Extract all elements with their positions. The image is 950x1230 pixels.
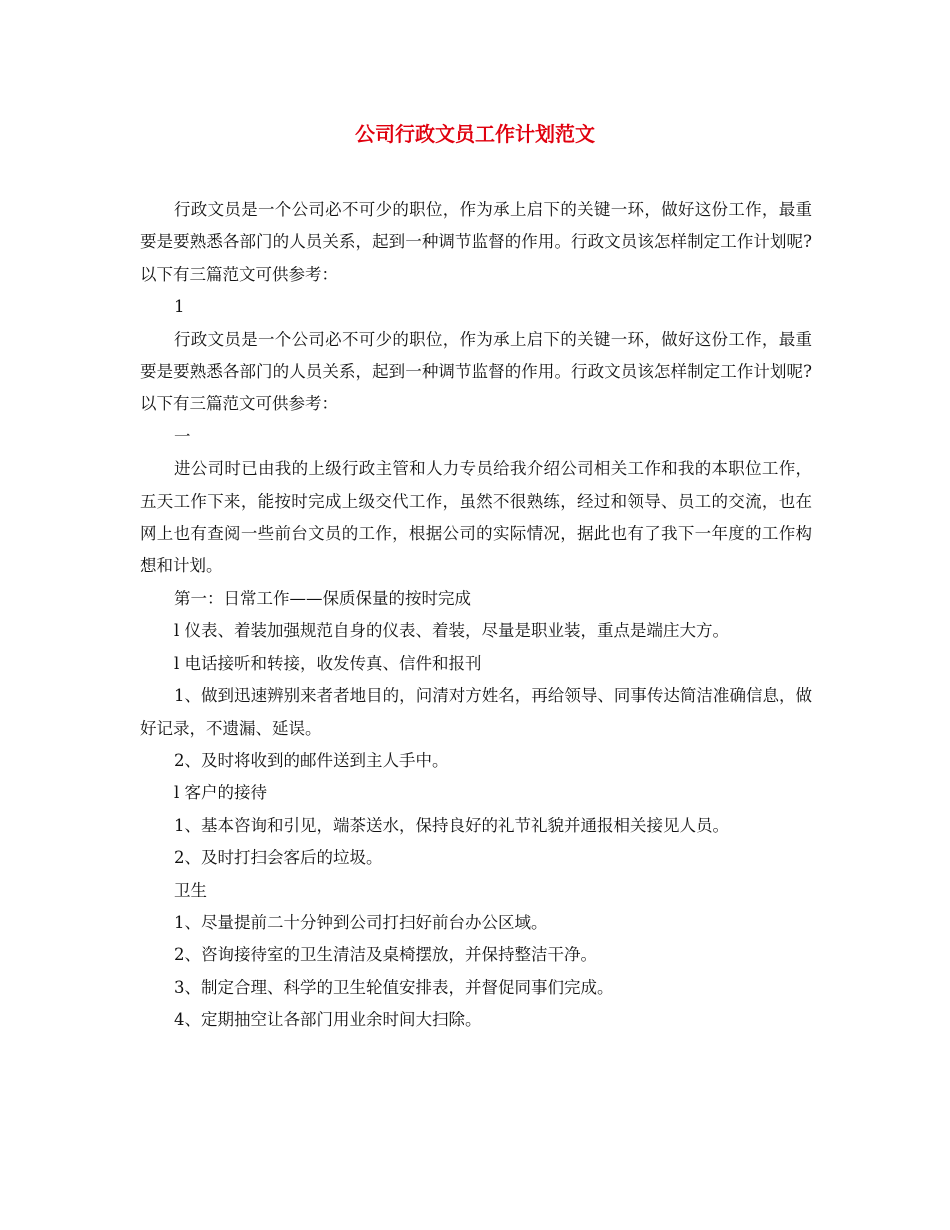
- list-item-reception-1: 1、基本咨询和引见，端茶送水，保持良好的礼节礼貌并通报相关接见人员。: [174, 815, 729, 835]
- paragraph-overview: 进公司时已由我的上级行政主管和人力专员给我介绍公司相关工作和我的本职位工作，五天工作下来，能按时完成上级交代工作，虽然不很熟练，经过和领导、员工的交流，也在网上也有查阅一些前台文员的工作，根据公司的实际情况，据此也有了我下一年度的工作构想和计划。: [140, 459, 812, 576]
- heading-daily-work: 第一：日常工作——保质保量的按时完成: [174, 588, 471, 608]
- paragraph-section-one: 一: [174, 426, 191, 446]
- paragraph-number-1: 1: [174, 297, 185, 317]
- paragraph-intro: 行政文员是一个公司必不可少的职位，作为承上启下的关键一环，做好这份工作，最重要是要熟悉各部门的人员关系，起到一种调节监督的作用。行政文员该怎样制定工作计划呢?以下有三篇范文可供参考：: [140, 200, 812, 284]
- list-item-phone-1: 1、做到迅速辨别来者者地目的，问清对方姓名，再给领导、同事传达简洁准确信息，做好记录，不遗漏、延误。: [140, 686, 812, 738]
- list-item-hygiene-2: 2、咨询接待室的卫生清洁及桌椅摆放，并保持整洁干净。: [174, 945, 597, 965]
- list-item-hygiene-1: 1、尽量提前二十分钟到公司打扫好前台办公区域。: [174, 912, 548, 932]
- document-body: [140, 194, 812, 1037]
- list-item-phone-2: 2、及时将收到的邮件送到主人手中。: [174, 750, 449, 770]
- list-item-hygiene-3: 3、制定合理、科学的卫生轮值安排表，并督促同事们完成。: [174, 977, 614, 997]
- heading-hygiene: 卫生: [174, 880, 207, 900]
- list-item-phone: l 电话接听和转接，收发传真、信件和报刊: [174, 653, 482, 673]
- list-item-reception: l 客户的接待: [174, 783, 268, 803]
- list-item-reception-2: 2、及时打扫会客后的垃圾。: [174, 848, 383, 868]
- paragraph-intro-repeat: 行政文员是一个公司必不可少的职位，作为承上启下的关键一环，做好这份工作，最重要是要熟悉各部门的人员关系，起到一种调节监督的作用。行政文员该怎样制定工作计划呢?以下有三篇范文可供参考：: [140, 329, 812, 414]
- list-item-appearance: l 仪表、着装加强规范自身的仪表、着装，尽量是职业装，重点是端庄大方。: [174, 621, 730, 641]
- document-title: 公司行政文员工作计划范文: [355, 122, 595, 146]
- list-item-hygiene-4: 4、定期抽空让各部门用业余时间大扫除。: [174, 1010, 482, 1030]
